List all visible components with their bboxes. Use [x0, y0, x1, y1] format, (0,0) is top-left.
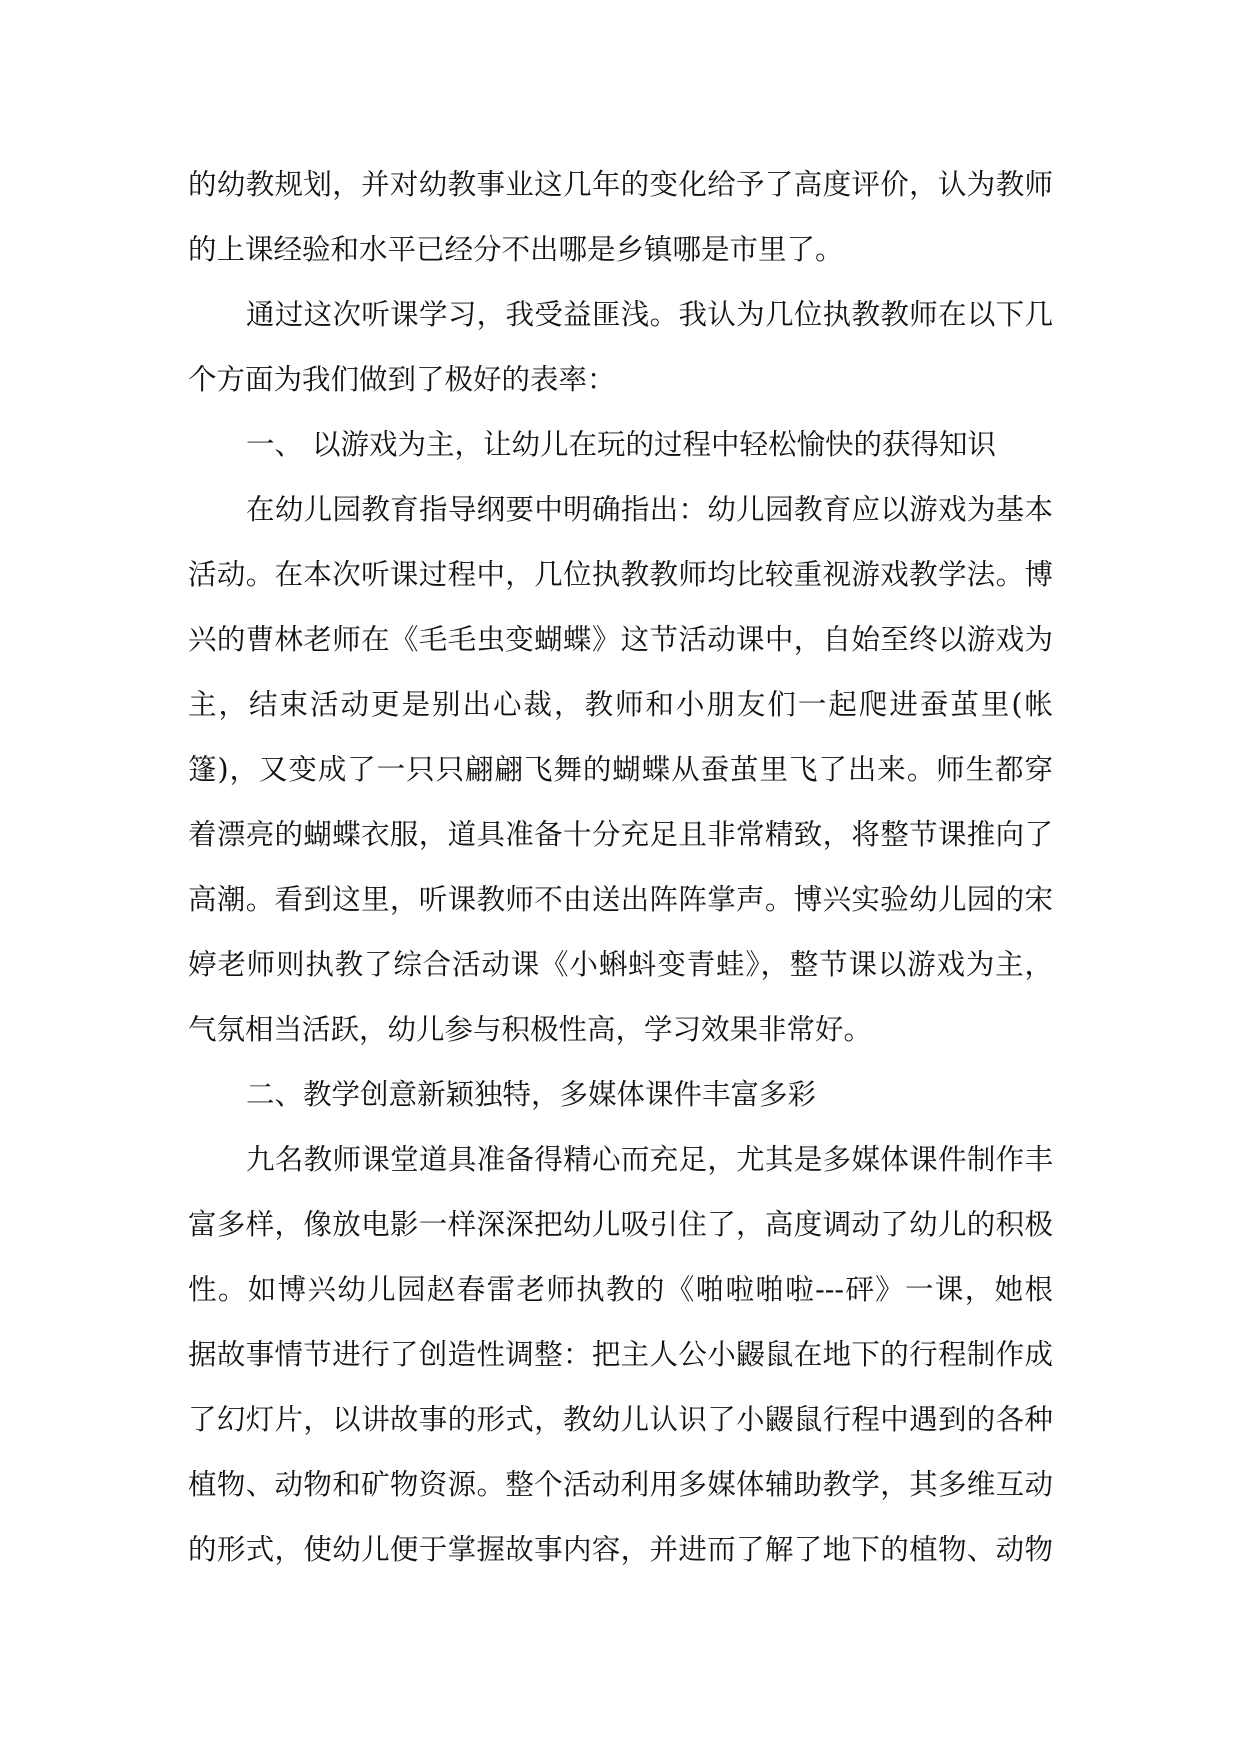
text-line: 着漂亮的蝴蝶衣服，道具准备十分充足且非常精致，将整节课推向了: [188, 818, 1053, 851]
text-line: 气氛相当活跃，幼儿参与积极性高，学习效果非常好。: [188, 1013, 873, 1046]
text-line: 在幼儿园教育指导纲要中明确指出：幼儿园教育应以游戏为基本: [246, 493, 1053, 526]
text-line: 的上课经验和水平已经分不出哪是乡镇哪是市里了。: [188, 233, 844, 266]
text-line: 篷)，又变成了一只只翩翩飞舞的蝴蝶从蚕茧里飞了出来。师生都穿: [188, 753, 1053, 786]
text-line: 的形式，使幼儿便于掌握故事内容，并进而了解了地下的植物、动物: [188, 1533, 1053, 1566]
text-line: 据故事情节进行了创造性调整：把主人公小鼹鼠在地下的行程制作成: [188, 1338, 1053, 1371]
text-line: 婷老师则执教了综合活动课《小蝌蚪变青蛙》，整节课以游戏为主，: [188, 948, 1053, 981]
paragraph: [188, 282, 1053, 412]
text-line: 个方面为我们做到了极好的表率：: [188, 363, 616, 396]
text-line: 通过这次听课学习，我受益匪浅。我认为几位执教教师在以下几: [246, 298, 1053, 331]
text-line: 主，结束活动更是别出心裁，教师和小朋友们一起爬进蚕茧里(帐: [188, 688, 1053, 721]
text-line: 活动。在本次听课过程中，几位执教教师均比较重视游戏教学法。博: [188, 558, 1053, 591]
section-heading: [188, 412, 1053, 477]
heading-line: 二、教学创意新颖独特，多媒体课件丰富多彩: [246, 1078, 817, 1111]
text-line: 九名教师课堂道具准备得精心而充足，尤其是多媒体课件制作丰: [246, 1143, 1053, 1176]
paragraph: [188, 1127, 1053, 1582]
text-line: 性。如博兴幼儿园赵春雷老师执教的《啪啦啪啦---砰》一课，她根: [188, 1273, 1053, 1306]
text-line: 富多样，像放电影一样深深把幼儿吸引住了，高度调动了幼儿的积极: [188, 1208, 1053, 1241]
paragraph-continued: [188, 152, 1053, 282]
text-line: 高潮。看到这里，听课教师不由送出阵阵掌声。博兴实验幼儿园的宋: [188, 883, 1053, 916]
paragraph: [188, 477, 1053, 1062]
text-line: 兴的曹林老师在《毛毛虫变蝴蝶》这节活动课中，自始至终以游戏为: [188, 623, 1053, 656]
text-line: 植物、动物和矿物资源。整个活动利用多媒体辅助教学，其多维互动: [188, 1468, 1053, 1501]
heading-line: 一、 以游戏为主，让幼儿在玩的过程中轻松愉快的获得知识: [246, 428, 997, 461]
text-line: 的幼教规划，并对幼教事业这几年的变化给予了高度评价，认为教师: [188, 168, 1053, 201]
section-heading: [188, 1062, 1053, 1127]
text-line: 了幻灯片，以讲故事的形式，教幼儿认识了小鼹鼠行程中遇到的各种: [188, 1403, 1053, 1436]
body-text: [188, 152, 1053, 1582]
